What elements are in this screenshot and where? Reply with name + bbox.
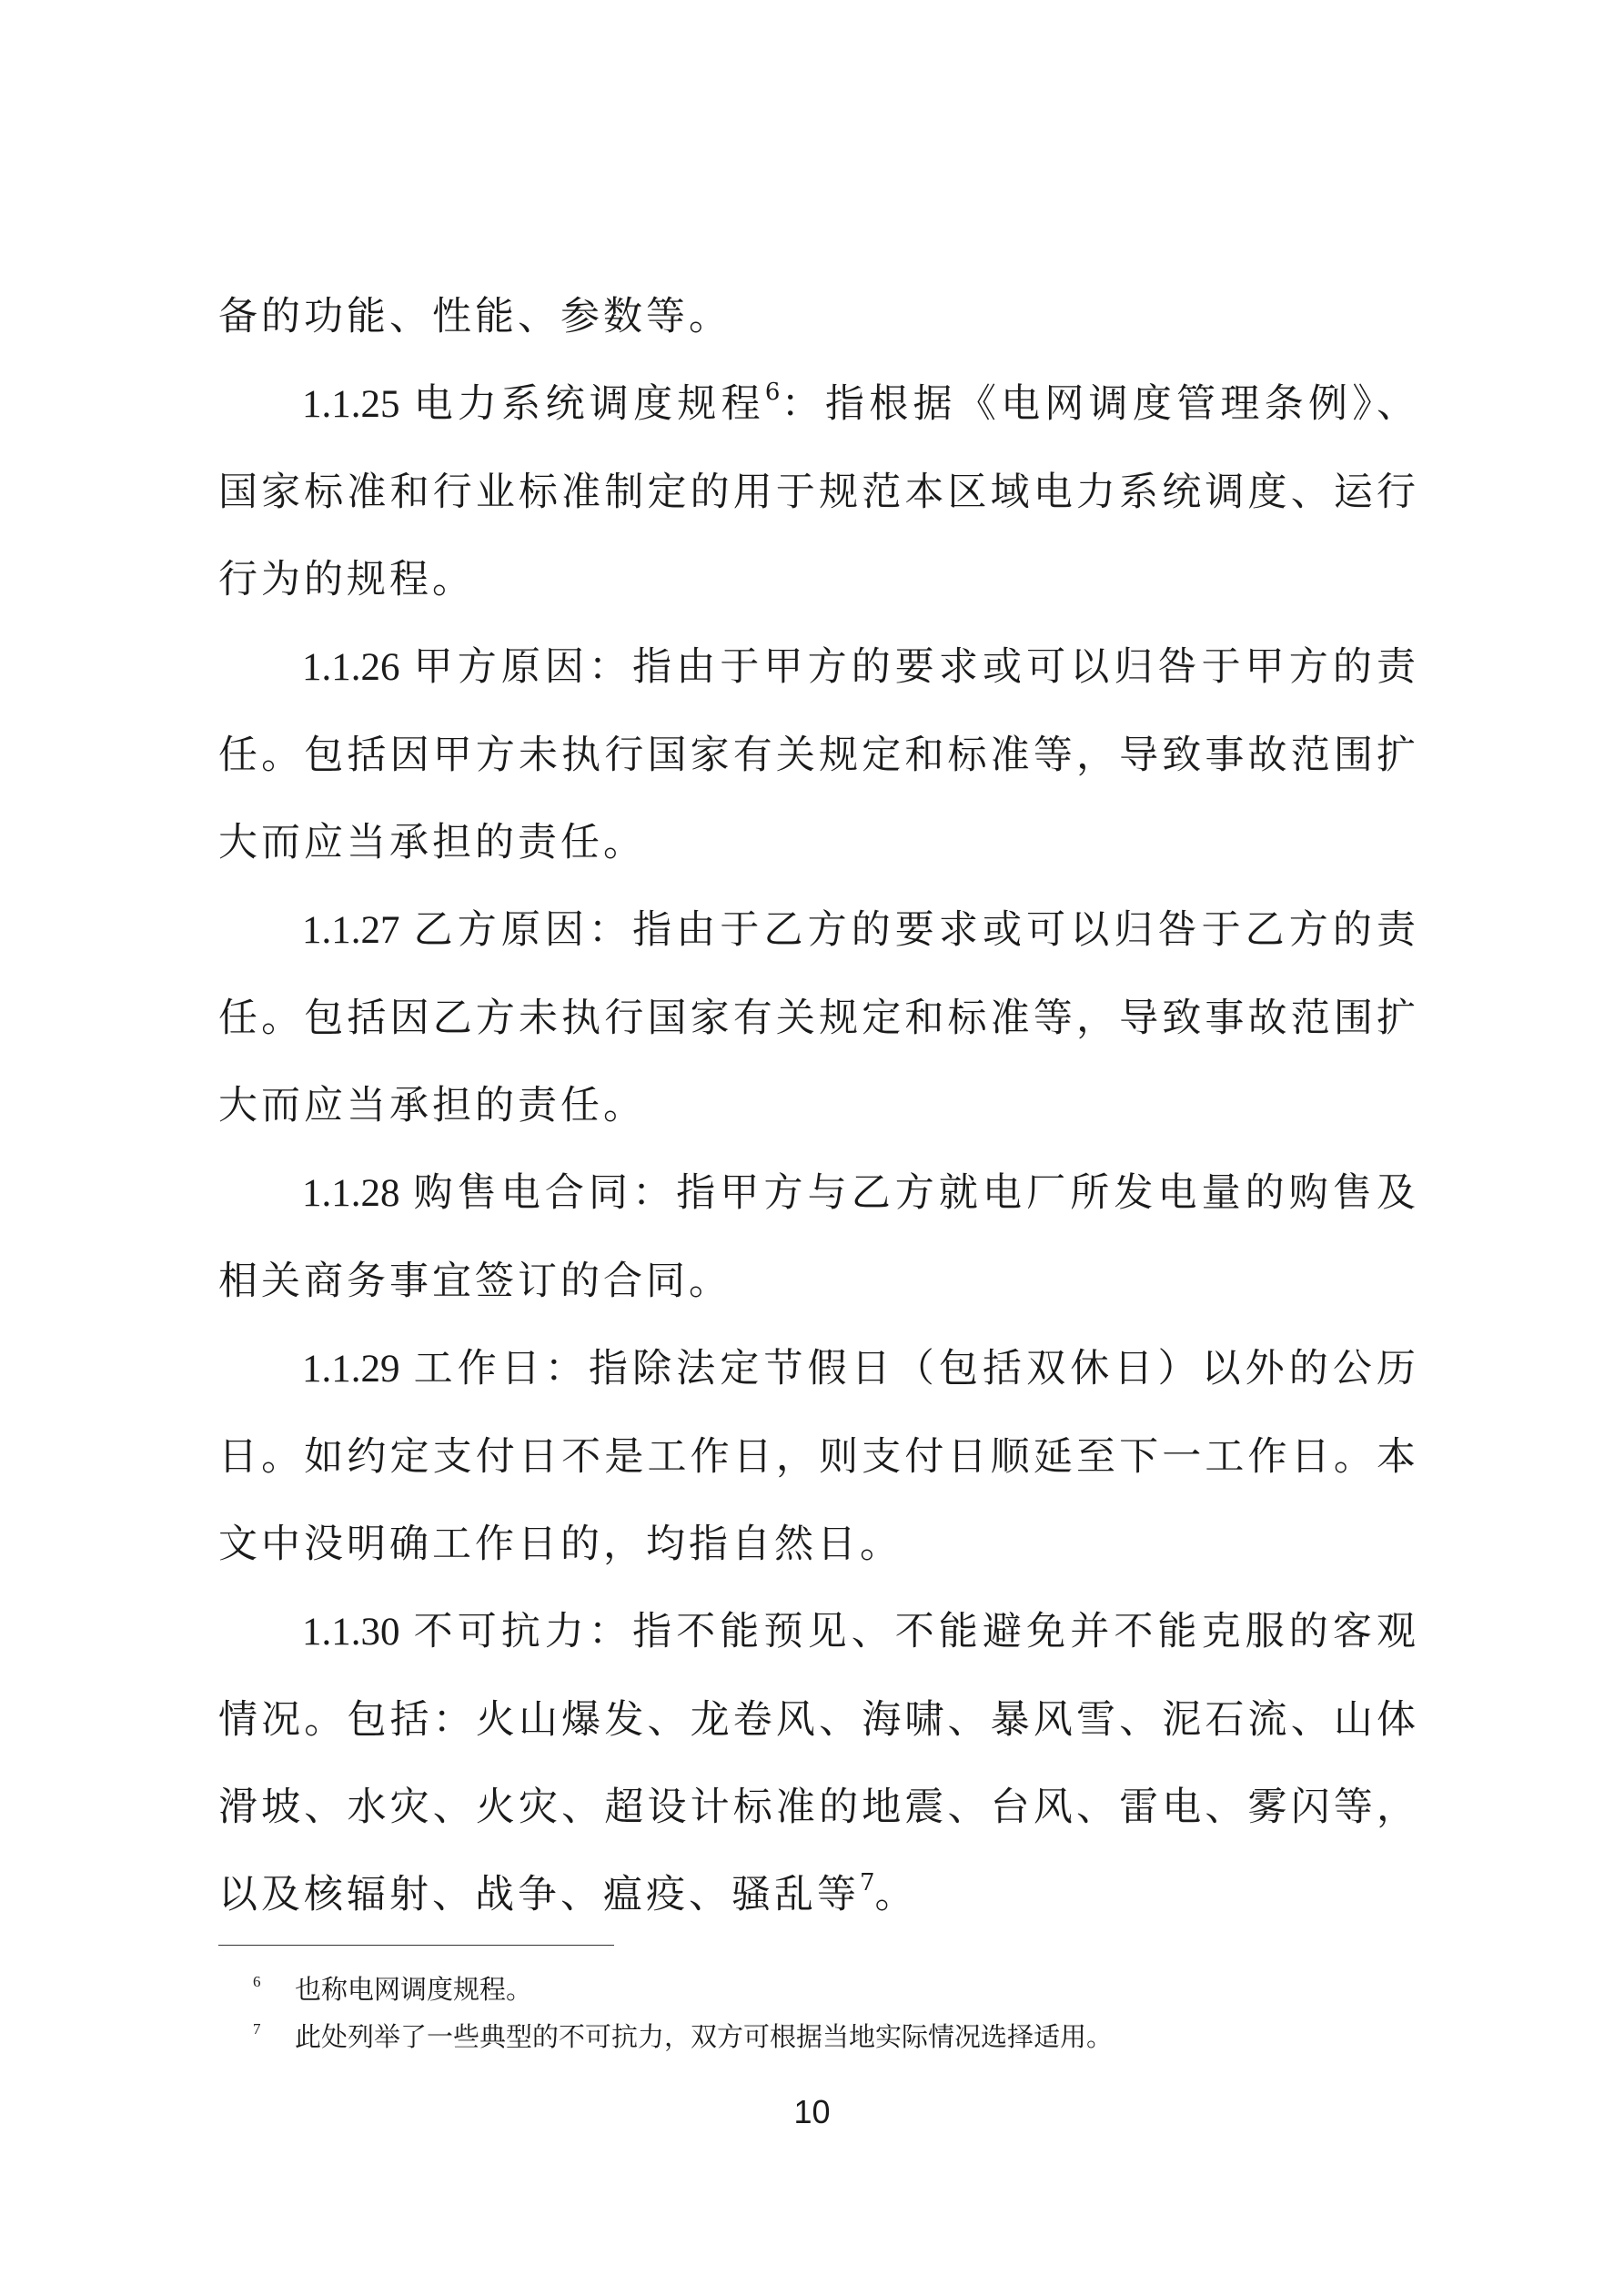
clause-1-1-30 [218,1588,1419,1938]
clause-number: 1.1.29 [302,1348,400,1391]
footnote-7 [218,2013,1419,2060]
clause-text: 电力系统调度规程 [412,381,765,427]
clause-1-1-25 [218,360,1419,623]
footnote-mark: 6 [253,1973,261,1990]
footnote-ref-7[interactable]: 7 [860,1868,875,1896]
clause-text: 乙方原因：指由于乙方的要求或可以归咎于乙方的责任。包括因乙方未执行国家有关规定和标准等，导致事故范围扩大而应当承担的责任。 [218,907,1419,1128]
footnote-text: 也称电网调度规程。 [295,1974,533,2005]
clause-text: 甲方原因：指由于甲方的要求或可以归咎于甲方的责任。包括因甲方未执行国家有关规定和标准等，导致事故范围扩大而应当承担的责任。 [218,644,1419,865]
clause-text: 不可抗力：指不能预见、不能避免并不能克服的客观情况。包括：火山爆发、龙卷风、海啸、暴风雪、泥石流、山体滑坡、水灾、火灾、超设计标准的地震、台风、雷电、雾闪等，以及核辐射、战争、瘟疫、骚乱等 [218,1609,1419,1917]
clause-text-cont: 。 [874,1872,918,1917]
footnote-6 [218,1966,1419,2013]
footnote-ref-6[interactable]: 6 [764,378,781,406]
footnote-mark: 7 [253,2020,261,2038]
body-text [218,273,1419,1938]
clause-text: 购售电合同：指甲方与乙方就电厂所发电量的购售及相关商务事宜签订的合同。 [218,1170,1419,1304]
clause-number: 1.1.30 [302,1611,400,1654]
clause-text: 工作日：指除法定节假日（包括双休日）以外的公历日。如约定支付日不是工作日，则支付日顺延至下一工作日。本文中没明确工作日的，均指自然日。 [218,1346,1419,1567]
clause-number: 1.1.26 [302,646,400,689]
footnote-divider [218,1945,614,1946]
page-number: 10 [793,2093,831,2130]
footnotes [218,1966,1419,2060]
clause-1-1-26 [218,623,1419,886]
footnote-text: 此处列举了一些典型的不可抗力，双方可根据当地实际情况选择适用。 [295,2021,1114,2052]
clause-1-1-27 [218,886,1419,1149]
clause-number: 1.1.25 [302,383,400,426]
paragraph-continuation [218,273,1419,360]
clause-number: 1.1.28 [302,1172,400,1215]
paragraph-text: 备的功能、性能、参数等。 [218,294,731,339]
clause-1-1-29 [218,1325,1419,1588]
clause-text-cont: ：指根据《电网调度管理条例》、国家标准和行业标准制定的用于规范本区域电力系统调度、运行行为的规程。 [218,381,1420,602]
clause-number: 1.1.27 [302,909,400,952]
clause-1-1-28 [218,1149,1419,1325]
